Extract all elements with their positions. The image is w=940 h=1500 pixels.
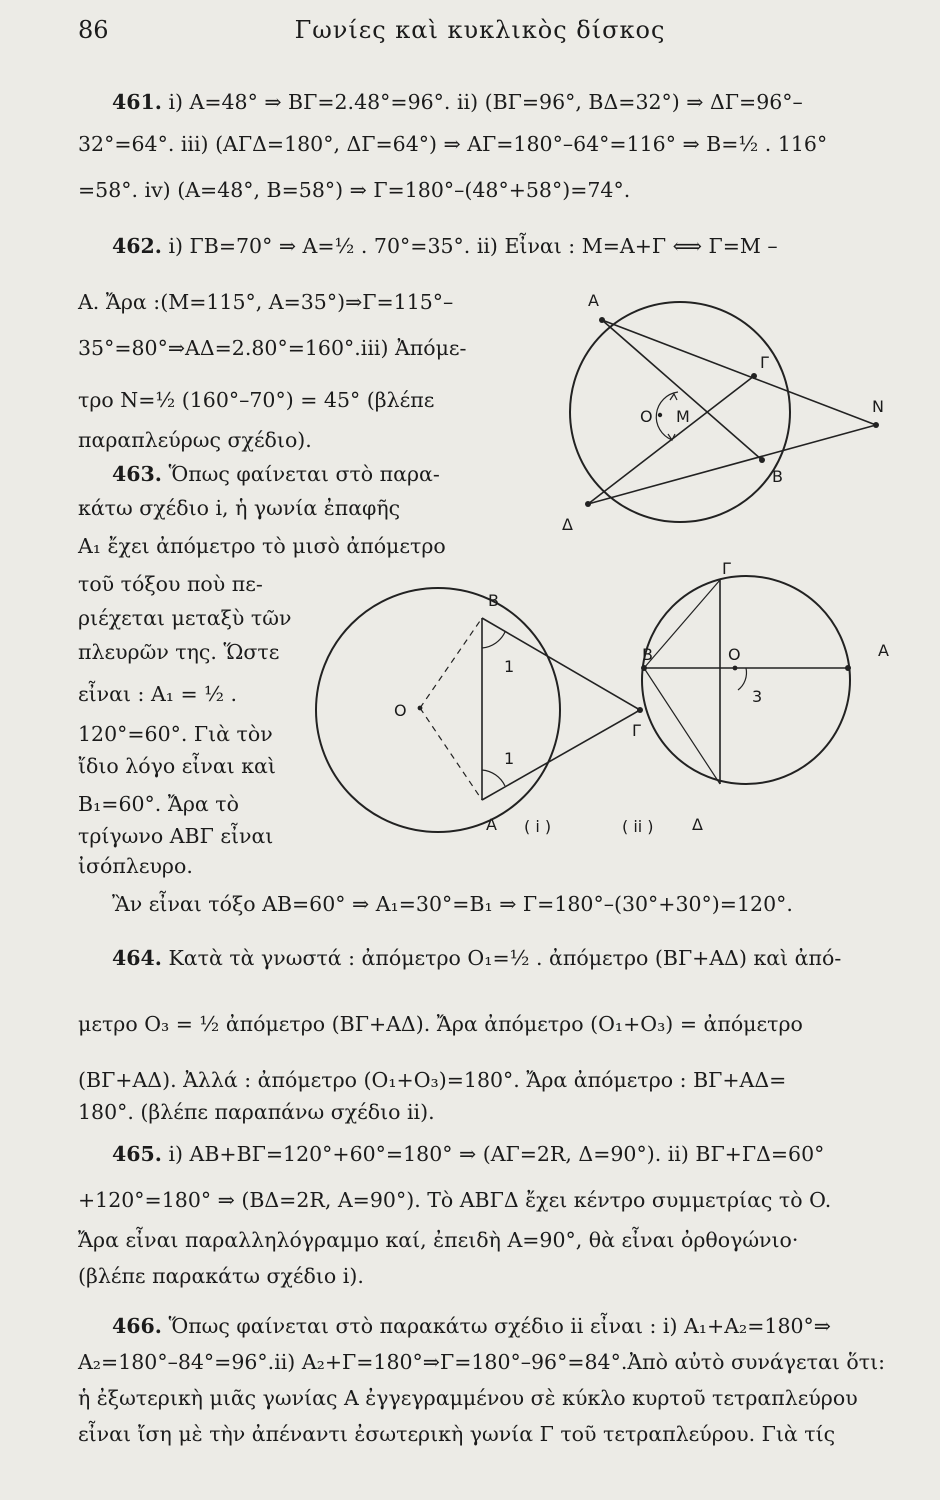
label-N: Ν (872, 397, 884, 416)
text-line: ἴδιο λόγο εἶναι καὶ (78, 754, 276, 778)
text-line: 465. i) AB+ΒΓ=120°+60°=180° ⇒ (ΑΓ=2R, Δ=90°). ii) ΒΓ+ΓΔ=60° (112, 1142, 825, 1166)
text-line: (ΒΓ+ΑΔ). Ἀλλά : ἀπόμετρο (O₁+O₃)=180°. Ἄρα ἀπόμετρο : ΒΓ+ΑΔ= (78, 1068, 787, 1092)
text-line: +120°=180° ⇒ (ΒΔ=2R, A=90°). Τὸ ΑΒΓΔ ἔχει κέντρο συμμετρίας τὸ O. (78, 1188, 832, 1212)
label-G-ii: Γ (722, 560, 731, 578)
text-line: A. Ἄρα :(M=115°, A=35°)⇒Γ=115°– (78, 290, 454, 314)
figure-462 (520, 290, 900, 540)
label-A-ii: Α (878, 641, 889, 660)
label-O-i: Ο (394, 701, 407, 720)
text-line: τρο N=½ (160°–70°) = 45° (βλέπε (78, 388, 435, 412)
text-line: Ἂν εἶναι τόξο AB=60° ⇒ A₁=30°=B₁ ⇒ Γ=180°–(30°+30°)=120°. (112, 892, 793, 916)
point-G-i (637, 707, 643, 713)
text-line: A₁ ἔχει ἀπόμετρο τὸ μισὸ ἀπόμετρο (78, 534, 446, 558)
segment-DN (588, 425, 876, 504)
segment-AB (602, 320, 762, 460)
text-line: κάτω σχέδιο i, ἡ γωνία ἐπαφῆς (78, 496, 401, 520)
label-A-i: Α (486, 815, 497, 834)
figure-463 (310, 560, 930, 860)
text-line: τρίγωνο ΑΒΓ εἶναι (78, 824, 274, 848)
label-D: Δ (562, 515, 573, 534)
label-D-ii: Δ (692, 815, 703, 834)
text-line: εἶναι : A₁ = ½ . (78, 682, 238, 706)
label-M: Μ (676, 407, 690, 426)
angle-A1 (482, 770, 505, 786)
text-line: ἰσόπλευρο. (78, 854, 193, 878)
text-line: ριέχεται μεταξὺ τῶν (78, 606, 292, 630)
point-O-i (418, 706, 423, 711)
point-B (759, 457, 765, 463)
page-number: 86 (78, 16, 109, 44)
text-line: 35°=80°⇒ΑΔ=2.80°=160°.iii) Ἀπόμε- (78, 336, 467, 360)
text-line: (βλέπε παρακάτω σχέδιο i). (78, 1264, 364, 1288)
radius-OA (420, 708, 482, 800)
label-B: Β (772, 467, 783, 486)
text-line: 464. Κατὰ τὰ γνωστά : ἀπόμετρο O₁=½ . ἀπόμετρο (ΒΓ+ΑΔ) καὶ ἀπό- (112, 946, 842, 970)
point-O (658, 413, 662, 417)
text-line: Ἄρα εἶναι παραλληλόγραμμο καί, ἐπειδὴ A=90°, θὰ εἶναι ὀρθογώνιο· (78, 1228, 799, 1252)
segment-BD (644, 668, 720, 784)
radius-OB (420, 618, 482, 708)
exercise-number: 463. (112, 462, 162, 486)
text-line: 180°. (βλέπε παραπάνω σχέδιο ii). (78, 1100, 435, 1124)
label-3: 3 (752, 687, 763, 706)
caption-ii: ( ii ) (622, 817, 654, 836)
label-O-ii: Ο (728, 645, 741, 664)
label-B-i: Β (488, 591, 499, 610)
text-line: A₂=180°–84°=96°.ii) A₂+Γ=180°⇒Γ=180°–96°=84°.Ἀπὸ αὐτὸ συνάγεται ὅτι: (78, 1350, 886, 1374)
running-title: Γωνίες καὶ κυκλικὸς δίσκος (294, 16, 666, 44)
text-line: ἡ ἐξωτερικὴ μιᾶς γωνίας A ἐγγεγραμμένου σὲ κύκλο κυρτοῦ τετραπλεύρου (78, 1386, 858, 1410)
exercise-number: 464. (112, 946, 162, 970)
text-line: μετρο O₃ = ½ ἀπόμετρο (ΒΓ+ΑΔ). Ἄρα ἀπόμετρο (O₁+O₃) = ἀπόμετρο (78, 1012, 803, 1036)
label-G-i: Γ (632, 721, 641, 740)
text-line: B₁=60°. Ἄρα τὸ (78, 792, 239, 816)
text-line: 466. Ὅπως φαίνεται στὸ παρακάτω σχέδιο ii εἶναι : i) A₁+A₂=180°⇒ (112, 1314, 831, 1338)
text-line: 120°=60°. Γιὰ τὸν (78, 722, 273, 746)
point-B-ii (641, 665, 647, 671)
text-line: παραπλεύρως σχέδιο). (78, 428, 312, 452)
text-line: 32°=64°. iii) (ΑΓΔ=180°, ΔΓ=64°) ⇒ ΑΓ=180°–64°=116° ⇒ B=½ . 116° (78, 132, 828, 156)
label-1-top: 1 (504, 657, 515, 676)
exercise-number: 465. (112, 1142, 162, 1166)
text-line: πλευρῶν της. Ὥστε (78, 640, 280, 664)
point-G (751, 373, 757, 379)
label-A: Α (588, 291, 599, 310)
label-G: Γ (760, 353, 769, 372)
segment-BG (644, 580, 720, 668)
circle-ii (642, 576, 850, 784)
text-line: 461. i) A=48° ⇒ ΒΓ=2.48°=96°. ii) (ΒΓ=96°, ΒΔ=32°) ⇒ ΔΓ=96°– (112, 90, 803, 114)
label-B-ii: Β (642, 645, 653, 664)
exercise-number: 466. (112, 1314, 162, 1338)
text-line: εἶναι ἴση μὲ τὴν ἀπέναντι ἐσωτερικὴ γωνία Γ τοῦ τετραπλεύρου. Γιὰ τίς (78, 1422, 836, 1446)
exercise-number: 462. (112, 234, 162, 258)
point-D (585, 501, 591, 507)
label-O: Ο (640, 407, 653, 426)
point-O-ii (733, 666, 738, 671)
text-line: τοῦ τόξου ποὺ πε- (78, 572, 263, 596)
point-N (873, 422, 879, 428)
text-line: =58°. iv) (A=48°, B=58°) ⇒ Γ=180°–(48°+58°)=74°. (78, 178, 631, 202)
angle-3-arc (738, 668, 746, 690)
page-header (60, 14, 900, 48)
point-A (599, 317, 605, 323)
text-line: 463. Ὅπως φαίνεται στὸ παρα- (112, 462, 440, 486)
angle-B1 (482, 632, 505, 648)
circle-i (316, 588, 560, 832)
label-1-bottom: 1 (504, 749, 515, 768)
point-A-ii (845, 665, 851, 671)
exercise-number: 461. (112, 90, 162, 114)
text-line: 462. i) ΓΒ=70° ⇒ A=½ . 70°=35°. ii) Εἶναι : M=A+Γ ⟺ Γ=M – (112, 234, 778, 258)
caption-i: ( i ) (524, 817, 552, 836)
